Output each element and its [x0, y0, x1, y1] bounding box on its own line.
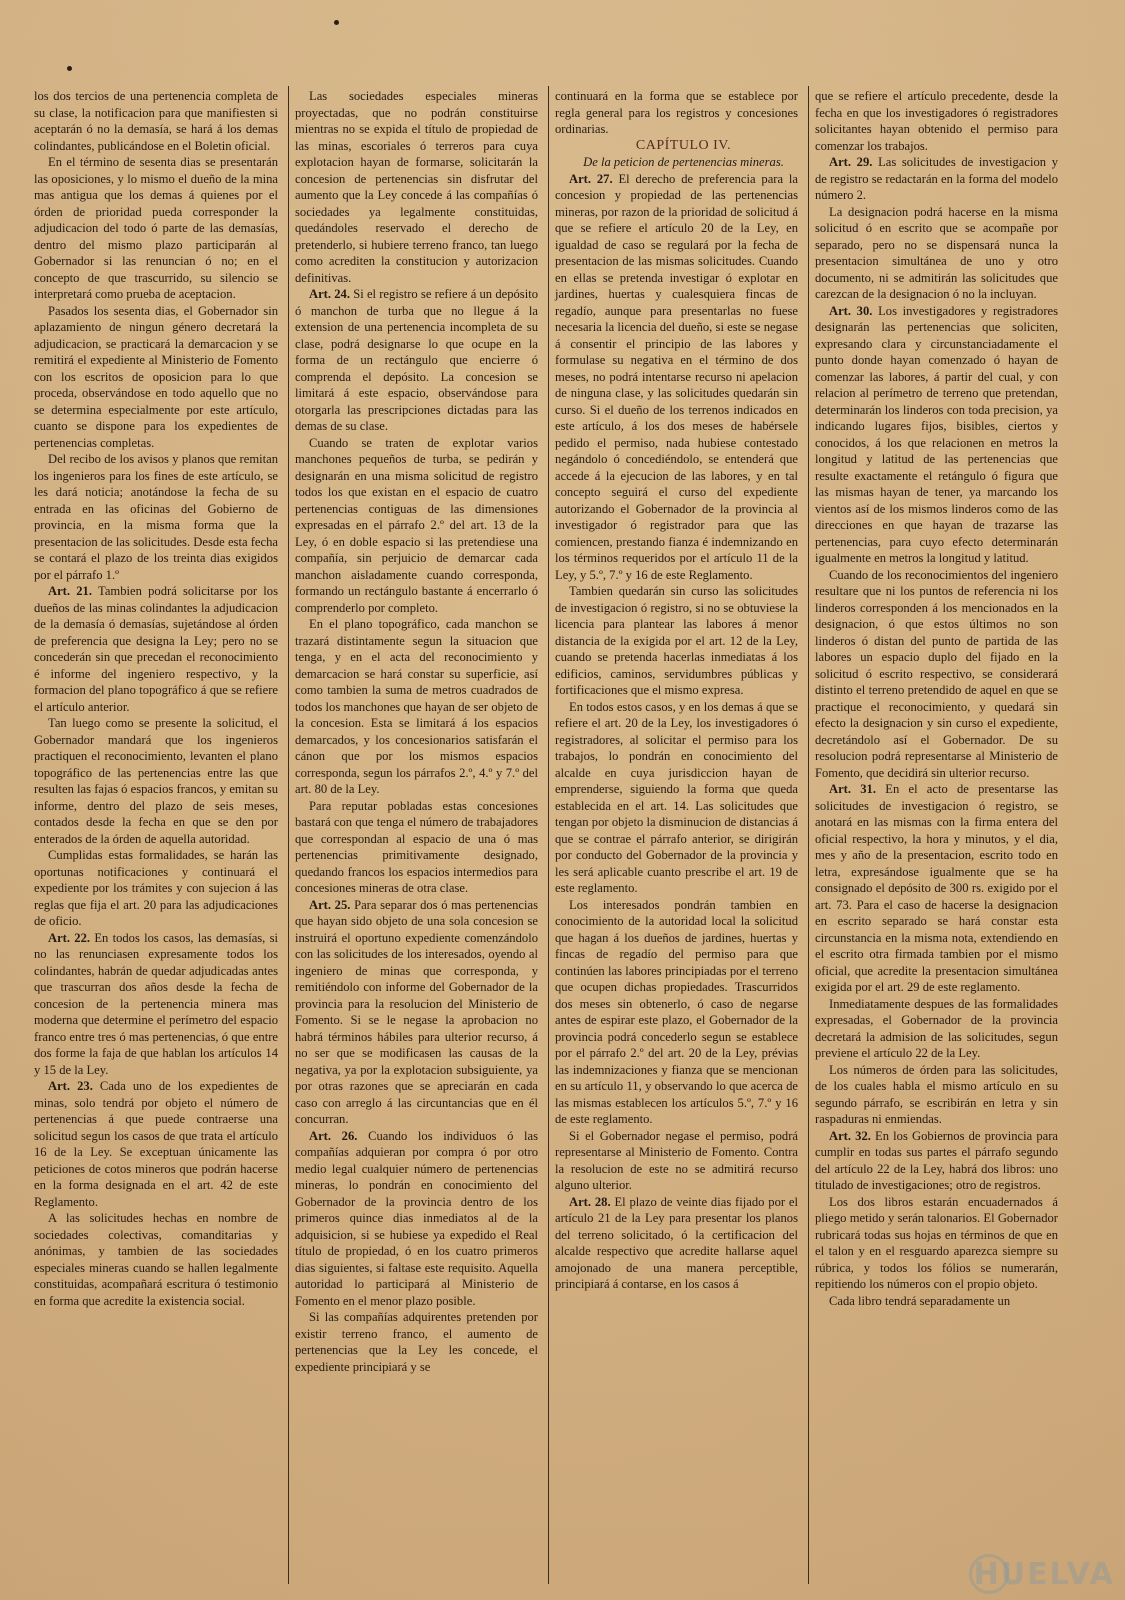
paragraph-text: Para reputar pobladas estas concesiones bastará con que tenga el número de trabajadores que correspondan al espacio de una ó mas pertenencias primitivamente designado, quedando francos los espacios intermedios para concesiones mineras de otra clase.: [295, 798, 538, 895]
chapter-heading: CAPÍTULO IV.: [635, 137, 732, 153]
paragraph-text: continuará en la forma que se establece por regla general para los registros y concesiones ordinarias.: [555, 89, 798, 136]
paragraph: [295, 798, 538, 897]
column-1: [28, 86, 284, 1584]
paragraph-text: La designacion podrá hacerse en la misma solicitud ó en escrito que se acompañe por separado, pero no se dispensará nunca la presentacion simultánea de uno y otro documento, ni se admitirán las solicitudes que carezcan de la designacion ó no la incluyan.: [815, 204, 1058, 301]
paragraph-text: Cada uno de los expedientes de minas, solo tendrá por objeto el número de pertenencias á que puede contraerse una solicitud segun los casos de que trata el artículo 16 de la Ley. Se exceptuan únicamente las peticiones de cotos mineros que podrán hacerse en la forma designada en el art. 42 de este Reglamento.: [34, 1079, 278, 1209]
article-number: Art. 32.: [829, 1128, 871, 1143]
paragraph-text: En todos estos casos, y en los demas á que se refiere el art. 20 de la Ley, los investigadores ó registradores, al solicitar el permiso para los trabajos, lo pondrán en conocimiento del alcalde en cuya jurisdiccion hayan de emprenderse, siguiendo la forma que queda establecida en el art. 14. Las solicitudes que tengan por objeto la disminucion de distancias á que se contrae el párrafo anterior, se dirigirán por conducto del Gobernador de la provincia y les será aplicable cuanto prescribe el art. 19 de este reglamento.: [555, 699, 798, 895]
article-number: Art. 26.: [309, 1128, 358, 1143]
paragraph-text: Cuando se traten de explotar varios manchones pequeños de turba, se pedirán y designarán en una misma solicitud de registro todos los que existan en el espacio de cuatro pertenencias contiguas de las dimensiones expresadas en el párrafo 2.º del art. 13 de la Ley, ó en doble espacio si las pretendiese una compañía, sin perjuicio de demarcar cada manchon aisladamente cuando corresponda, formando un rectángulo bastante á encerrarlo ó comprenderlo por completo.: [295, 435, 538, 615]
paragraph: [815, 204, 1058, 303]
paragraph: [555, 583, 798, 699]
paragraph: [295, 616, 538, 798]
article-paragraph: [295, 1128, 538, 1310]
article-paragraph: [815, 303, 1058, 567]
article-number: Art. 29.: [829, 155, 873, 169]
paragraph-text: Las sociedades especiales mineras proyectadas, que no podrán constituirse mientras no se expida el título de propiedad de las minas, escoriales ó terreros para cuya explotacion hayan de formarse, solicitarán la concesion de pertenencias sin disfrutar del aumento que la Ley concede á las compañías ó sociedades ya legalmente constituidas, quedándoles reservado el derecho de pretenderlo, si hubiere terreno franco, tan luego como acrediten la constitucion y autorizacion definitivas.: [295, 89, 538, 285]
paragraph: [295, 1309, 538, 1375]
paragraph: [815, 88, 1058, 154]
article-paragraph: [815, 154, 1058, 204]
paragraph-text: En todos los casos, las demasías, si no las renunciasen expresamente todos los colindantes, habrán de quedar adjudicadas antes que trascurran dos años desde la fecha de concesion de la pertenencia minera mas moderna que determine el perímetro del espacio franco entre tres ó mas pertenencias, ó que entre dos forme la faja de que hablan los artículos 14 y 15 de la Ley.: [34, 930, 278, 1077]
paragraph: [815, 567, 1058, 782]
paragraph-text: Tambien quedarán sin curso las solicitudes de investigacion ó registro, si no se obtuviese la licencia para plantear las labores á menor distancia de la exigida por el art. 12 de la Ley, cuando se pretenda hacerlas inmediatas á los edificios, caminos, servidumbres públicas y fortificaciones que el mismo expresa.: [555, 584, 798, 697]
paragraph: [34, 1210, 278, 1309]
paragraph-text: Pasados los sesenta dias, el Gobernador sin aplazamiento de ningun género decretará la adjudicacion, se practicará la demarcacion y se remitirá el expediente al Ministerio de Fomento con los escritos de oposicion para lo que proceda, observándose en todo aquello que no se determina especialmente por este artículo, cuanto se dispone para los expedientes de pertenencias completas.: [34, 303, 278, 450]
article-number: Art. 22.: [48, 930, 91, 945]
article-paragraph: [295, 286, 538, 435]
paragraph-text: Si las compañías adquirentes pretenden por existir terreno franco, el aumento de pertenencias que la Ley les concede, el expediente principiará y se: [295, 1310, 538, 1374]
paragraph-text: El plazo de veinte dias fijado por el artículo 21 de la Ley para presentar los planos del terreno solicitado, ó la certificacion del alcalde respectivo que acredite hallarse aquel amojonado de una manera perceptible, principiará á contarse, en los casos á: [555, 1194, 798, 1291]
paragraph-text: El derecho de preferencia para la concesion y propiedad de las pertenencias mineras, por razon de la prioridad de solicitud á que se refiere el artículo 20 de la Ley, en igualdad de caso se regulará por la fecha de presentacion de las mismas solicitudes. Cuando en ellas se pretenda investigar ó explotar en jardines, huertas y cualesquiera fincas de regadío, aunque para presentarlas no fuese necesaria la licencia del dueño, si este se negase á consentir el principio de las labores y formulase su negativa en el término de dos meses, no podrá intentarse recurso ni apelacion de ninguna clase, y las solicitudes quedarán sin curso. Si el dueño de los terrenos indicados en este artículo, á los dos meses de habérsele pedido el permiso, nada hubiese contestado negándolo ó concediéndolo, se entenderá que accede á la ejecucion de las labores, y en tal concepto seguirá el curso del expediente autorizando el Gobernador de la provincia al investigador ó registrador para que las comiencen, prestando fianza é indemnizando en los términos requeridos por el artículo 11 de la Ley, y 5.º, 7.º y 16 de este Reglamento.: [555, 171, 798, 582]
article-number: Art. 31.: [829, 782, 877, 796]
paragraph-text: En el término de sesenta dias se presentarán las oposiciones, y lo mismo el dueño de la mina mas antigua que los demas á quienes por el órden de prioridad pueda corresponder la adjudicacion del todo ó parte de las demasías, dentro del mismo plazo participarán al Gobernador si las renuncian ó no; en el concepto de que trascurrido, su silencio se interpretará como prueba de aceptacion.: [34, 155, 278, 301]
ink-dot: [334, 20, 339, 25]
article-paragraph: [295, 897, 538, 1128]
article-number: Art. 24.: [309, 287, 350, 301]
paragraph-text: Los dos libros estarán encuadernados á pliego metido y serán talonarios. El Gobernador rubricará todas sus hojas en términos de que en el talon y en el resguardo aparezca siempre su rúbrica, y todos los fólios se numerarán, repitiendo los números con el propio objeto.: [815, 1194, 1058, 1291]
paragraph-text: Los investigadores y registradores designarán las pertenencias que soliciten, expresando clara y circunstanciadamente el punto donde hayan comenzado ó hayan de comenzar las labores, á partir del cual, y con relacion al perímetro de terreno que pretendan, determinarán los linderos con toda precision, ya indicando lugares fijos, bisibles, ciertos y conocidos, á los que relacionen en metros la longitud y latitud de las pertenencias que resulte exactamente el retángulo ó figura que las mismas hayan de tener, ya marcando los vientos así de los mismos linderos como de las direcciones en que hayan de trazarse las pertenencias, para cuyo efecto determinarán igualmente en metros la longitud y latitud.: [815, 303, 1058, 565]
paragraph: [815, 1062, 1058, 1128]
article-paragraph: [34, 1078, 278, 1210]
paragraph-text: Cada libro tendrá separadamente un: [829, 1293, 1011, 1308]
paragraph: [815, 1194, 1058, 1293]
paragraph: [34, 451, 278, 583]
column-2: [288, 86, 544, 1584]
article-number: Art. 27.: [569, 171, 613, 186]
paragraph-text: Si el Gobernador negase el permiso, podrá representarse al Ministerio de Fomento. Contra la resolucion de este no se admitirá recurso alguno ulterior.: [555, 1128, 798, 1192]
article-number: Art. 25.: [309, 897, 351, 912]
paragraph-text: Para separar dos ó mas pertenencias que hayan sido objeto de una sola concesion se instruirá el oportuno expediente comenzándolo con las solicitudes de los interesados, oyendo al ingeniero de minas que corresponda, y remitiéndolo con informe del Gobernador de la provincia para la resolucion del Ministerio de Fomento. Si se le negase la aprobacion no habrá términos hábiles para ulterior recurso, á no ser que se modificasen las causas de la negativa, ya por la explotacion subsiguiente, ya por otras razones que se apreciarán en cada caso con arreglo á las circuntancias que en él concurran.: [295, 897, 539, 1126]
paragraph-text: Tambien podrá solicitarse por los dueños de las minas colindantes la adjudicacion de la demasía ó demasías, sujetándose al órden de preferencia que designa la Ley; pero no se concederán sin que precedan el reconocimiento é informe del ingeniero respectivo, y la formacion del plano topográfico á que se refiere el artículo anterior.: [34, 584, 278, 714]
paragraph-text: que se refiere el artículo precedente, desde la fecha en que los investigadores ó registradores solicitantes hayan obtenido el permiso para comenzar los trabajos.: [815, 89, 1058, 153]
ink-dot: [67, 66, 72, 71]
paragraph-text: Los interesados pondrán tambien en conocimiento de la autoridad local la solicitud que hagan á los dueños de jardines, huertas y fincas de regadío del permiso para que continúen las labores principiadas por el terreno que ocupen dichas propiedades. Trascurridos dos meses sin obtenerlo, ó caso de negarse antes de espirar este plazo, el Gobernador de la provincia podrá concederlo segun se establece por el párrafo 2.º del art. 20 de la Ley, prévias las indemnizaciones y fianza que se mencionan en su artículo 11, y observando lo que acerca de las mismas establecen los artículos 5.º, 7.º y 16 de este reglamento.: [555, 897, 798, 1126]
paragraph-text: Las solicitudes de investigacion y de registro se redactarán en la forma del modelo número 2.: [815, 155, 1058, 202]
paragraph: [34, 154, 278, 303]
paragraph-text: En los Gobiernos de provincia para cumplir en todas sus partes el párrafo segundo del artículo 22 de la Ley, habrá dos libros: uno titulado de investigaciones; otro de registros.: [815, 1128, 1058, 1192]
paragraph: [34, 303, 278, 452]
paragraph-text: Del recibo de los avisos y planos que remitan los ingenieros para los fines de este artículo, se les dará noticia; anotándose la fecha de su entrada en las oficinas del Gobierno de provincia, en la misma forma que la presentacion de las solicitudes. Desde esta fecha se contará el plazo de los treinta dias exigidos por el párrafo 1.º: [34, 452, 278, 582]
paragraph: [815, 1293, 1058, 1310]
article-paragraph: [34, 583, 278, 715]
column-4: [808, 86, 1064, 1584]
chapter-subheading: De la peticion de pertenencias mineras.: [583, 155, 784, 169]
column-3: [548, 86, 804, 1584]
article-paragraph: [34, 930, 278, 1079]
paragraph-text: Cuando los individuos ó las compañías adquieran por compra ó por otro medio legal cualquier número de pertenencias mineras, lo pondrán en conocimiento del Gobernador de la provincia dentro de los primeros quince dias inmediatos al de la adquisicion, si se hubiese ya expedido el Real título de propiedad, ó en los cuatro primeros dias siguientes, si faltase este requisito. Aquella autoridad lo participará al Ministerio de Fomento en el menor plazo posible.: [295, 1128, 539, 1308]
article-number: Art. 30.: [829, 303, 873, 318]
article-paragraph: [815, 781, 1058, 996]
paragraph-text: Los números de órden para las solicitudes, de los cuales habla el mismo artículo en su segundo párrafo, se escribirán en letra y sin raspaduras ni enmiendas.: [815, 1062, 1058, 1126]
paragraph-text: En el plano topográfico, cada manchon se trazará distintamente segun la situacion que tenga, y en el acta del reconocimiento y demarcacion se hará constar su superficie, así como tambien la suma de metros cuadrados de todos los manchones que hayan de ser objeto de la concesion. Esta se limitará á los espacios demarcados, y los concesionarios satisfarán el cánon que por los mismos espacios corresponda, segun los párrafos 2.º, 4.º y 7.º del art. 80 de la Ley.: [295, 617, 538, 796]
article-number: Art. 28.: [569, 1194, 611, 1209]
paragraph: [555, 897, 798, 1128]
watermark: HUELVA: [973, 1557, 1115, 1592]
paragraph: [555, 88, 798, 138]
article-paragraph: [555, 171, 798, 584]
paragraph: [34, 847, 278, 930]
text-columns: [28, 86, 1068, 1584]
article-paragraph: [555, 1194, 798, 1293]
paragraph-text: los dos tercios de una pertenencia completa de su clase, la notificacion para que manifiesten si aceptarán ó no la demasía, se hará á los demas colindantes, publicándose en el Boletin oficial.: [34, 89, 278, 153]
paragraph: [34, 715, 278, 847]
paragraph: [555, 699, 798, 897]
paragraph-text: Inmediatamente despues de las formalidades expresadas, el Gobernador de la provincia decretará la admision de las solicitudes, segun previene el artículo 22 de la Ley.: [815, 996, 1058, 1060]
paragraph: [295, 88, 538, 286]
article-number: Art. 21.: [48, 584, 92, 598]
paragraph-text: Si el registro se refiere á un depósito ó manchon de turba que no llegue á la extension de una pertenencia incompleta de su clase, podrá designarse lo que ocupe en la forma de un rectángulo que encierre ó comprenda el depósito. La concesion se limitará á este espacio, observándose para otorgarla las prescripciones dictadas para las demas de su clase.: [295, 287, 538, 433]
paragraph-text: Cumplidas estas formalidades, se harán las oportunas notificaciones y continuará el expediente por los trámites y con sujecion á las reglas que fija el art. 20 para las adjudicaciones de oficio.: [34, 848, 278, 928]
paragraph: [815, 996, 1058, 1062]
paragraph-text: En el acto de presentarse las solicitudes de investigacion ó registro, se anotará en las mismas con la firma entera del oficial respectivo, la hora y minutos, y el dia, mes y año de la presentacion, escrito todo en letra, expresándose igualmente que se ha consignado el depósito de 300 rs. exigido por el art. 73. Para el caso de hacerse la designacion en escrito separado se hará constar esta circunstancia en la misma nota, extendiendo en el escrito otra firmada tambien por el mismo oficial, que acredite la presentacion simultánea exigida por el art. 29 de este reglamento.: [815, 782, 1058, 994]
paragraph: [34, 88, 278, 154]
paragraph-text: Tan luego como se presente la solicitud, el Gobernador mandará que los ingenieros practiquen el reconocimiento, levanten el plano topográfico de las pertenencias entre las que resulten las fajas ó espacios francos, y emitan su informe, dentro del plazo de seis meses, contados desde la fecha en que se den por enterados de la órden de aquella autoridad.: [34, 716, 278, 846]
paragraph: [295, 435, 538, 617]
paragraph-text: Cuando de los reconocimientos del ingeniero resultare que ni los puntos de referencia ni los linderos corresponden á los mencionados en la designacion, ó que estos últimos no son linderos ó distan del punto de partida de las labores un espacio duplo del fijado en la solicitud ó escrito respectivo, se considerará distinto el terreno pretendido de aquel en que se practique el reconocimiento, y quedará sin efecto la designacion y sin curso el expediente, decretándolo así el Gobernador. De su resolucion podrá representarse al Ministerio de Fomento, que decidirá sin ulterior recurso.: [815, 567, 1058, 780]
paragraph-text: A las solicitudes hechas en nombre de sociedades colectivas, comanditarias y anónimas, y tambien de las sociedades especiales mineras cuando se hallen legalmente constituidas, acompañará escritura ó testimonio en forma que acredite la existencia social.: [34, 1211, 278, 1308]
paragraph: [555, 1128, 798, 1194]
article-number: Art. 23.: [48, 1079, 93, 1093]
article-paragraph: [815, 1128, 1058, 1194]
